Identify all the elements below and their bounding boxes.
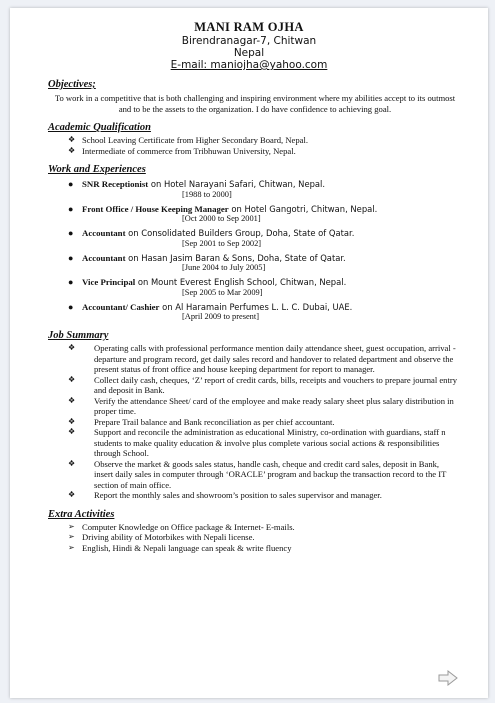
disc-bullet-icon: ● [68, 277, 74, 287]
arrow-bullet-icon: ➢ [68, 532, 75, 541]
disc-bullet-icon: ● [68, 203, 74, 214]
list-item: ❖ School Leaving Certificate from Higher Secondary Board, Nepal. [68, 135, 308, 145]
work-item: ● Front Office / House Keeping Manager on Hotel Gangotri, Chitwan, Nepal. [Oct 2000 to Sep 2001] [68, 203, 378, 223]
disc-bullet-icon: ● [68, 179, 74, 189]
diamond-bullet-icon: ❖ [68, 145, 76, 155]
work-item: ● Accountant/ Cashier on Al Haramain Perfumes L. L. C. Dubai, UAE. [April 2009 to present] [68, 301, 353, 321]
list-item: ❖ Verify the attendance Sheet/ card of the employee and make ready salary sheet plus salary distribution in proper time. [68, 395, 454, 416]
diamond-bullet-icon: ❖ [68, 343, 76, 352]
job-summary-heading: Job Summary [48, 330, 109, 341]
work-list [10, 179, 488, 322]
list-item: ➢ Computer Knowledge on Office package & Internet- E-mails. [68, 521, 295, 532]
academic-list [10, 135, 488, 156]
diamond-bullet-icon: ❖ [68, 374, 76, 384]
list-item: ➢ English, Hindi & Nepali language can speak & write fluency [68, 542, 292, 553]
diamond-bullet-icon: ❖ [68, 490, 76, 499]
list-item: ❖ Collect daily cash, cheques, ‘Z’ report of credit cards, bills, receipts and vouchers to prepare journal entry and deposit in Bank. [68, 374, 458, 395]
next-arrow-icon[interactable] [438, 670, 458, 686]
disc-bullet-icon: ● [68, 301, 74, 312]
diamond-bullet-icon: ❖ [68, 416, 76, 426]
arrow-bullet-icon: ➢ [68, 542, 75, 552]
objectives-heading: Objectives; [48, 79, 96, 90]
resume-header [10, 20, 488, 71]
extra-activities-heading: Extra Activities [48, 508, 115, 520]
work-heading: Work and Experiences [48, 164, 146, 175]
work-item: ● Accountant on Hasan Jasim Baran & Sons, Doha, State of Qatar. [June 2004 to July 2005] [68, 252, 346, 272]
disc-bullet-icon: ● [68, 228, 74, 238]
arrow-bullet-icon: ➢ [68, 521, 75, 531]
extra-activities-list [10, 522, 488, 554]
diamond-bullet-icon: ❖ [68, 427, 76, 436]
address-line-2: Nepal [233, 47, 265, 59]
academic-heading: Academic Qualification [48, 122, 151, 133]
email-link[interactable]: E-mail: maniojha@yahoo.com [170, 59, 328, 71]
resume-page [10, 8, 488, 698]
disc-bullet-icon: ● [68, 252, 74, 263]
work-item: ● SNR Receptionist on Hotel Narayani Safari, Chitwan, Nepal. [1988 to 2000] [68, 179, 326, 199]
address-line-1: Birendranagar-7, Chitwan [181, 35, 317, 47]
diamond-bullet-icon: ❖ [68, 458, 76, 468]
job-summary-list [10, 343, 488, 501]
work-item: ● Accountant on Consolidated Builders Group, Doha, State of Qatar. [Sep 2001 to Sep 2002] [68, 228, 355, 248]
objectives-text: To work in a competitive that is both challenging and inspiring environment where my abilities accept to its outmost and to be the assets to the organization. I do have confidence to achieving goal. [54, 93, 456, 114]
candidate-name: MANI RAM OJHA [194, 20, 304, 34]
diamond-bullet-icon: ❖ [68, 135, 76, 144]
list-item: ➢ Driving ability of Motorbikes with Nepali license. [68, 532, 255, 542]
list-item: ❖ Support and reconcile the administration as educational Ministry, co-ordination with guardians, staff n students to make quality education & involve plus complete various social actions & responsibilities through School. [68, 427, 446, 458]
list-item: ❖ Prepare Trail balance and Bank reconciliation as per chief accountant. [68, 416, 335, 427]
list-item: ❖ Operating calls with professional performance mention daily attendance sheet, guest occupation, arrival -departure and program record, get daily sales record and handover to related department and observe the present status of front office and house keeping department for report to manager. [68, 343, 456, 374]
list-item: ❖ Report the monthly sales and showroom’s position to sales supervisor and manager. [68, 490, 382, 500]
list-item: ❖ Observe the market & goods sales status, handle cash, cheque and credit card sales, deposit in Bank, insert daily sales in computer through ‘ORACLE’ program and backup the transaction record to the IT section of main office. [68, 458, 447, 490]
list-item: ❖ Intermediate of commerce from Tribhuwan University, Nepal. [68, 145, 296, 156]
diamond-bullet-icon: ❖ [68, 395, 76, 405]
work-item: ● Vice Principal on Mount Everest English School, Chitwan, Nepal. [Sep 2005 to Mar 2009] [68, 277, 347, 297]
